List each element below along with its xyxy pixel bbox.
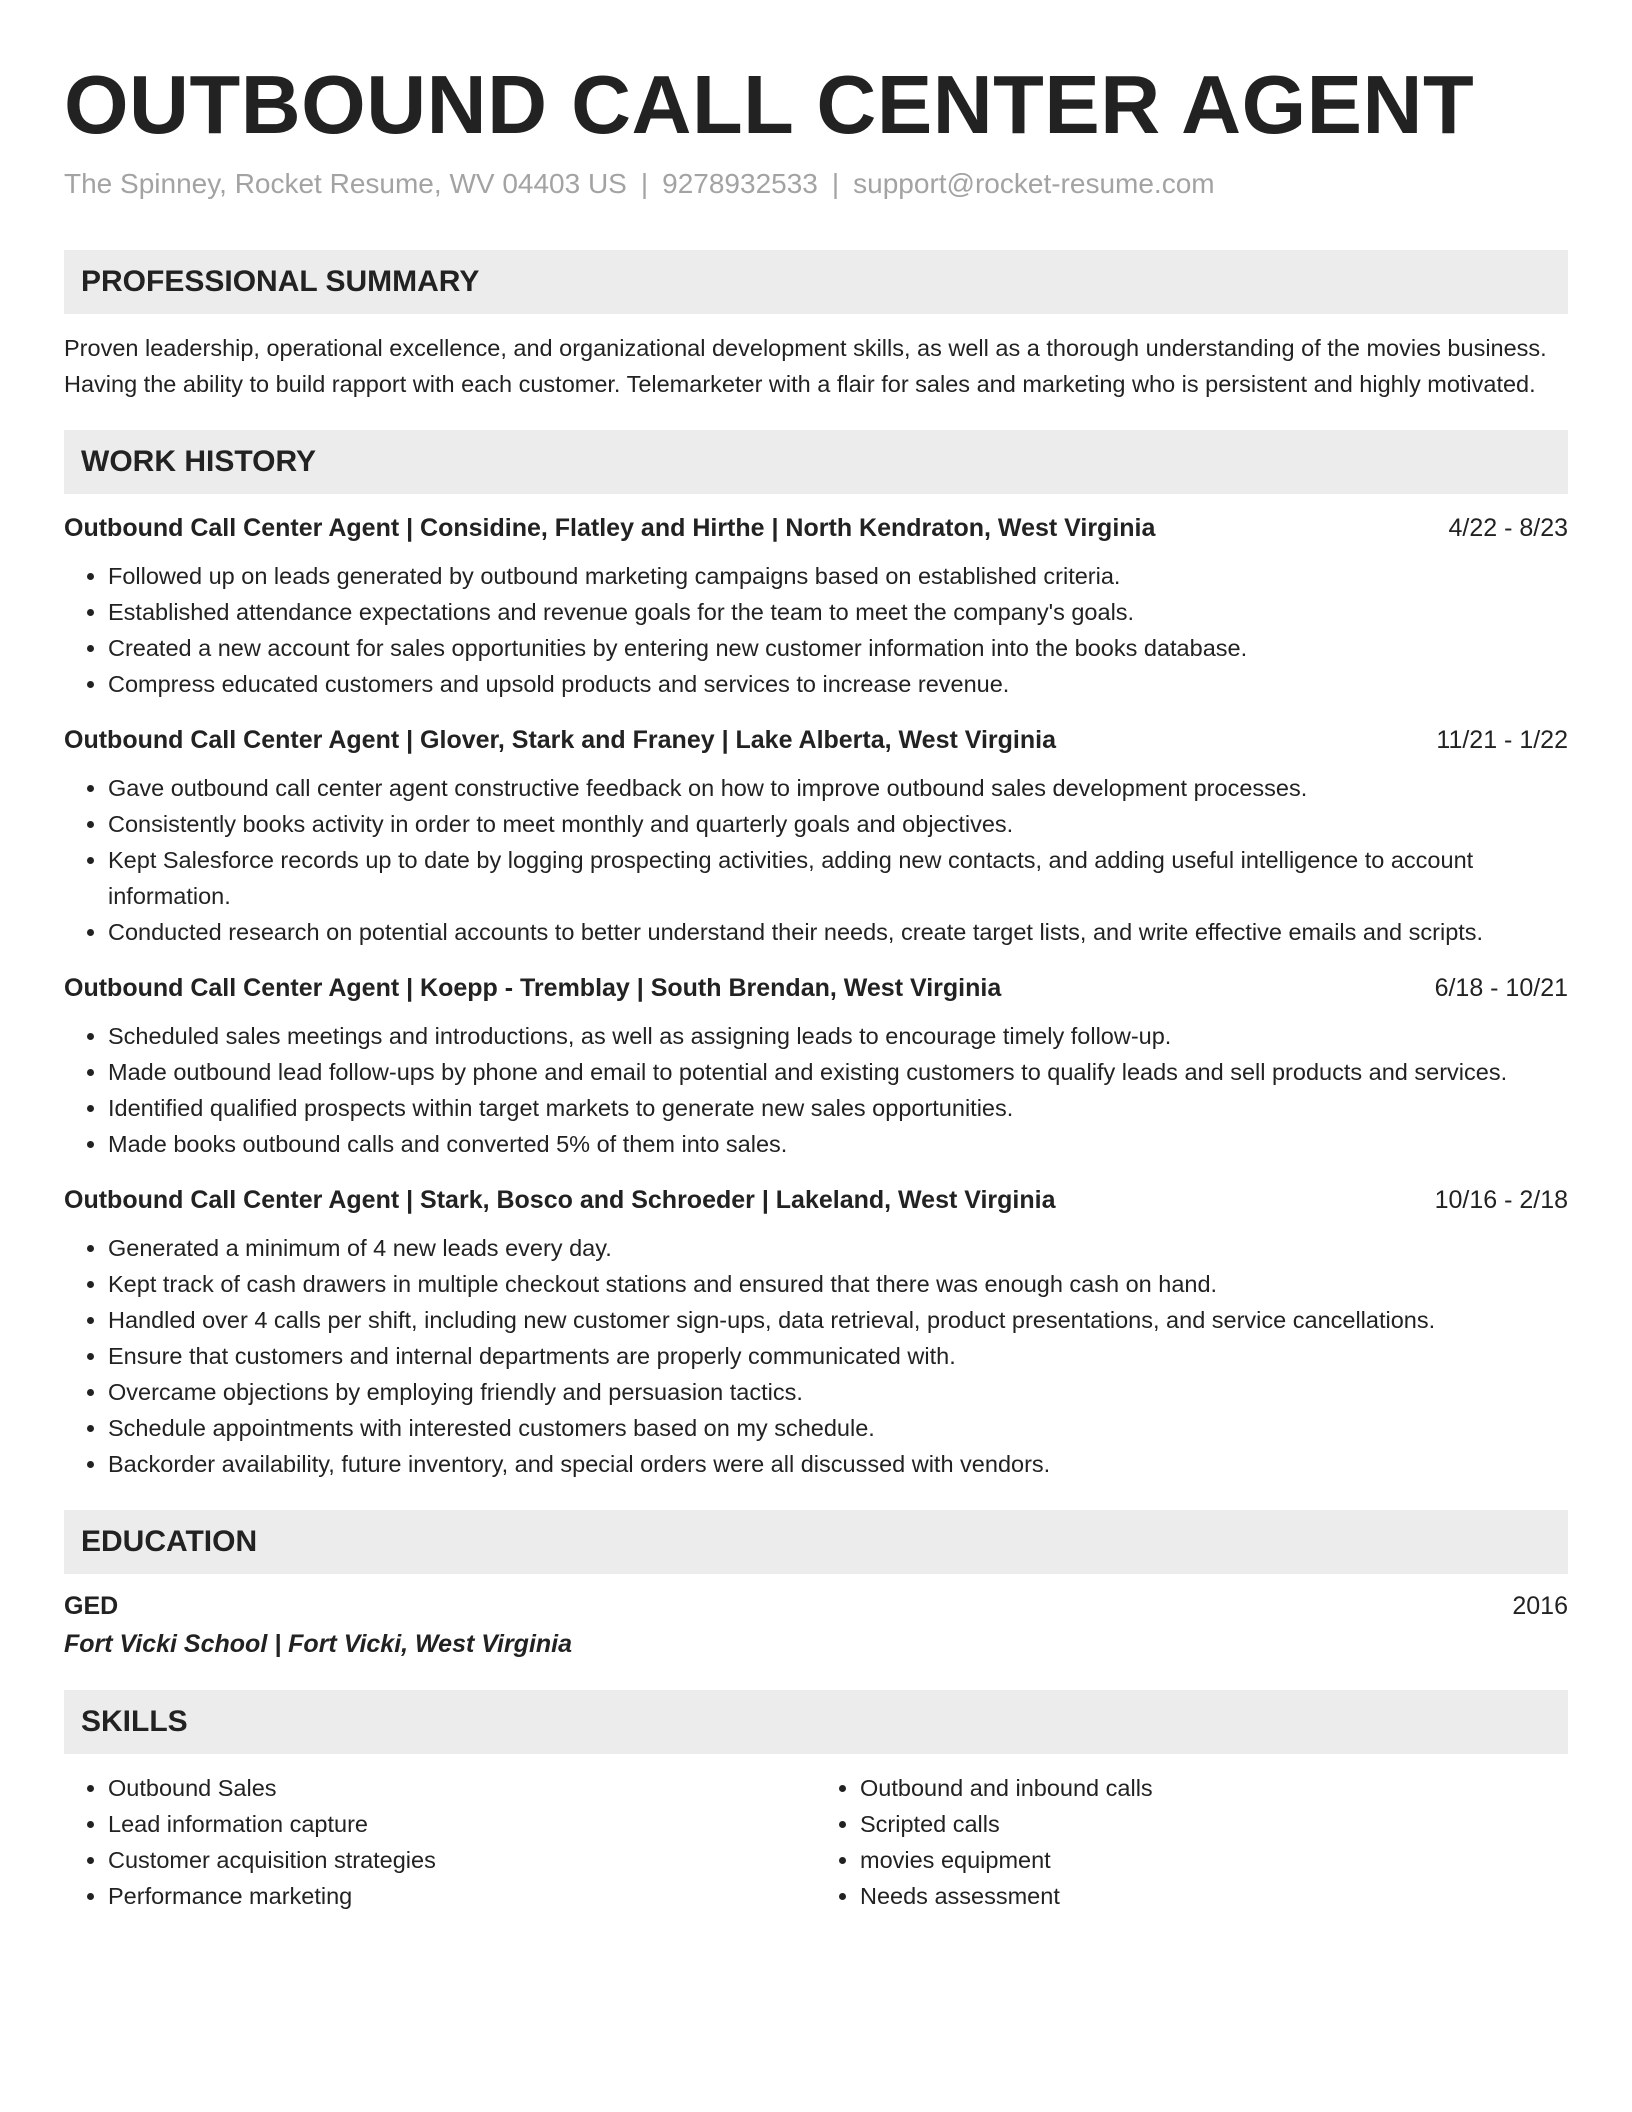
skill-item: • Performance marketing (108, 1878, 816, 1914)
education-entry (64, 1586, 1568, 1626)
job-bullet: • Consistently books activity in order to meet monthly and quarterly goals and objectives. (108, 806, 1568, 842)
job-entry (64, 720, 1568, 950)
job-bullet: • Schedule appointments with interested customers based on my schedule. (108, 1410, 1568, 1446)
job-bullets (64, 770, 1568, 950)
job-bullet: • Generated a minimum of 4 new leads every day. (108, 1230, 1568, 1266)
education-degree: GED (64, 1592, 119, 1620)
job-header (64, 720, 1568, 760)
skill-item: • movies equipment (860, 1842, 1568, 1878)
skill-item: • Customer acquisition strategies (108, 1842, 816, 1878)
job-dates: 11/21 - 1/22 (1436, 726, 1568, 754)
job-title: Outbound Call Center Agent | Considine, Flatley and Hirthe | North Kendraton, West Virginia (64, 514, 1156, 542)
education-school: Fort Vicki School | Fort Vicki, West Virginia (64, 1630, 573, 1658)
job-title: Outbound Call Center Agent | Stark, Bosco and Schroeder | Lakeland, West Virginia (64, 1186, 1056, 1214)
job-bullets (64, 1230, 1568, 1482)
education-heading: EDUCATION (64, 1510, 1568, 1574)
job-bullet: • Kept Salesforce records up to date by logging prospecting activities, adding new contacts, and adding useful intelligence to account information. (108, 842, 1568, 914)
job-dates: 4/22 - 8/23 (1448, 514, 1568, 542)
job-header (64, 968, 1568, 1008)
skills-list (64, 1770, 1568, 1914)
skill-item: • Outbound and inbound calls (860, 1770, 1568, 1806)
job-entry (64, 1180, 1568, 1482)
job-bullet: • Established attendance expectations and revenue goals for the team to meet the company's goals. (108, 594, 1568, 630)
job-entry (64, 968, 1568, 1162)
job-bullet: • Handled over 4 calls per shift, including new customer sign-ups, data retrieval, product presentations, and service cancellations. (108, 1302, 1568, 1338)
job-bullet: • Created a new account for sales opportunities by entering new customer information into the books database. (108, 630, 1568, 666)
work-history-list (64, 508, 1568, 1482)
job-header (64, 1180, 1568, 1220)
skill-item: • Needs assessment (860, 1878, 1568, 1914)
job-bullet: • Scheduled sales meetings and introductions, as well as assigning leads to encourage timely follow-up. (108, 1018, 1568, 1054)
job-header (64, 508, 1568, 548)
job-bullet: • Made outbound lead follow-ups by phone and email to potential and existing customers to qualify leads and sell products and services. (108, 1054, 1568, 1090)
job-bullet: • Identified qualified prospects within target markets to generate new sales opportunities. (108, 1090, 1568, 1126)
skill-item: • Scripted calls (860, 1806, 1568, 1842)
job-bullet: • Overcame objections by employing friendly and persuasion tactics. (108, 1374, 1568, 1410)
job-bullets (64, 558, 1568, 702)
contact-phone: 9278932533 (662, 168, 818, 199)
job-bullet: • Compress educated customers and upsold products and services to increase revenue. (108, 666, 1568, 702)
summary-heading: PROFESSIONAL SUMMARY (64, 250, 1568, 314)
skills-heading: SKILLS (64, 1690, 1568, 1754)
job-bullet: • Ensure that customers and internal departments are properly communicated with. (108, 1338, 1568, 1374)
contact-address: The Spinney, Rocket Resume, WV 04403 US (64, 168, 627, 199)
candidate-name: OUTBOUND CALL CENTER AGENT (64, 58, 1475, 151)
contact-email: support@rocket-resume.com (853, 168, 1215, 199)
contact-separator: | (831, 168, 840, 199)
job-bullet: • Made books outbound calls and converted 5% of them into sales. (108, 1126, 1568, 1162)
job-dates: 6/18 - 10/21 (1434, 974, 1568, 1002)
job-title: Outbound Call Center Agent | Glover, Stark and Franey | Lake Alberta, West Virginia (64, 726, 1056, 754)
education-year: 2016 (1512, 1592, 1568, 1620)
job-bullet: • Gave outbound call center agent constructive feedback on how to improve outbound sales development processes. (108, 770, 1568, 806)
job-bullet: • Followed up on leads generated by outbound marketing campaigns based on established criteria. (108, 558, 1568, 594)
skill-item: • Lead information capture (108, 1806, 816, 1842)
skills-column-right (816, 1770, 1568, 1914)
job-entry (64, 508, 1568, 702)
work-history-heading: WORK HISTORY (64, 430, 1568, 494)
job-bullet: • Kept track of cash drawers in multiple checkout stations and ensured that there was enough cash on hand. (108, 1266, 1568, 1302)
job-bullet: • Conducted research on potential accounts to better understand their needs, create target lists, and write effective emails and scripts. (108, 914, 1568, 950)
job-dates: 10/16 - 2/18 (1434, 1186, 1568, 1214)
contact-line (64, 166, 1568, 202)
skills-column-left (64, 1770, 816, 1914)
job-bullet: • Backorder availability, future inventory, and special orders were all discussed with vendors. (108, 1446, 1568, 1482)
job-title: Outbound Call Center Agent | Koepp - Tremblay | South Brendan, West Virginia (64, 974, 1002, 1002)
skill-item: • Outbound Sales (108, 1770, 816, 1806)
contact-separator: | (640, 168, 649, 199)
summary-text: Proven leadership, operational excellence, and organizational development skills, as well as a thorough understanding of the movies business. Having the ability to build rapport with each customer. Telemarketer with a flair for sales and marketing who is persistent and highly motivated. (64, 335, 1547, 397)
job-bullets (64, 1018, 1568, 1162)
